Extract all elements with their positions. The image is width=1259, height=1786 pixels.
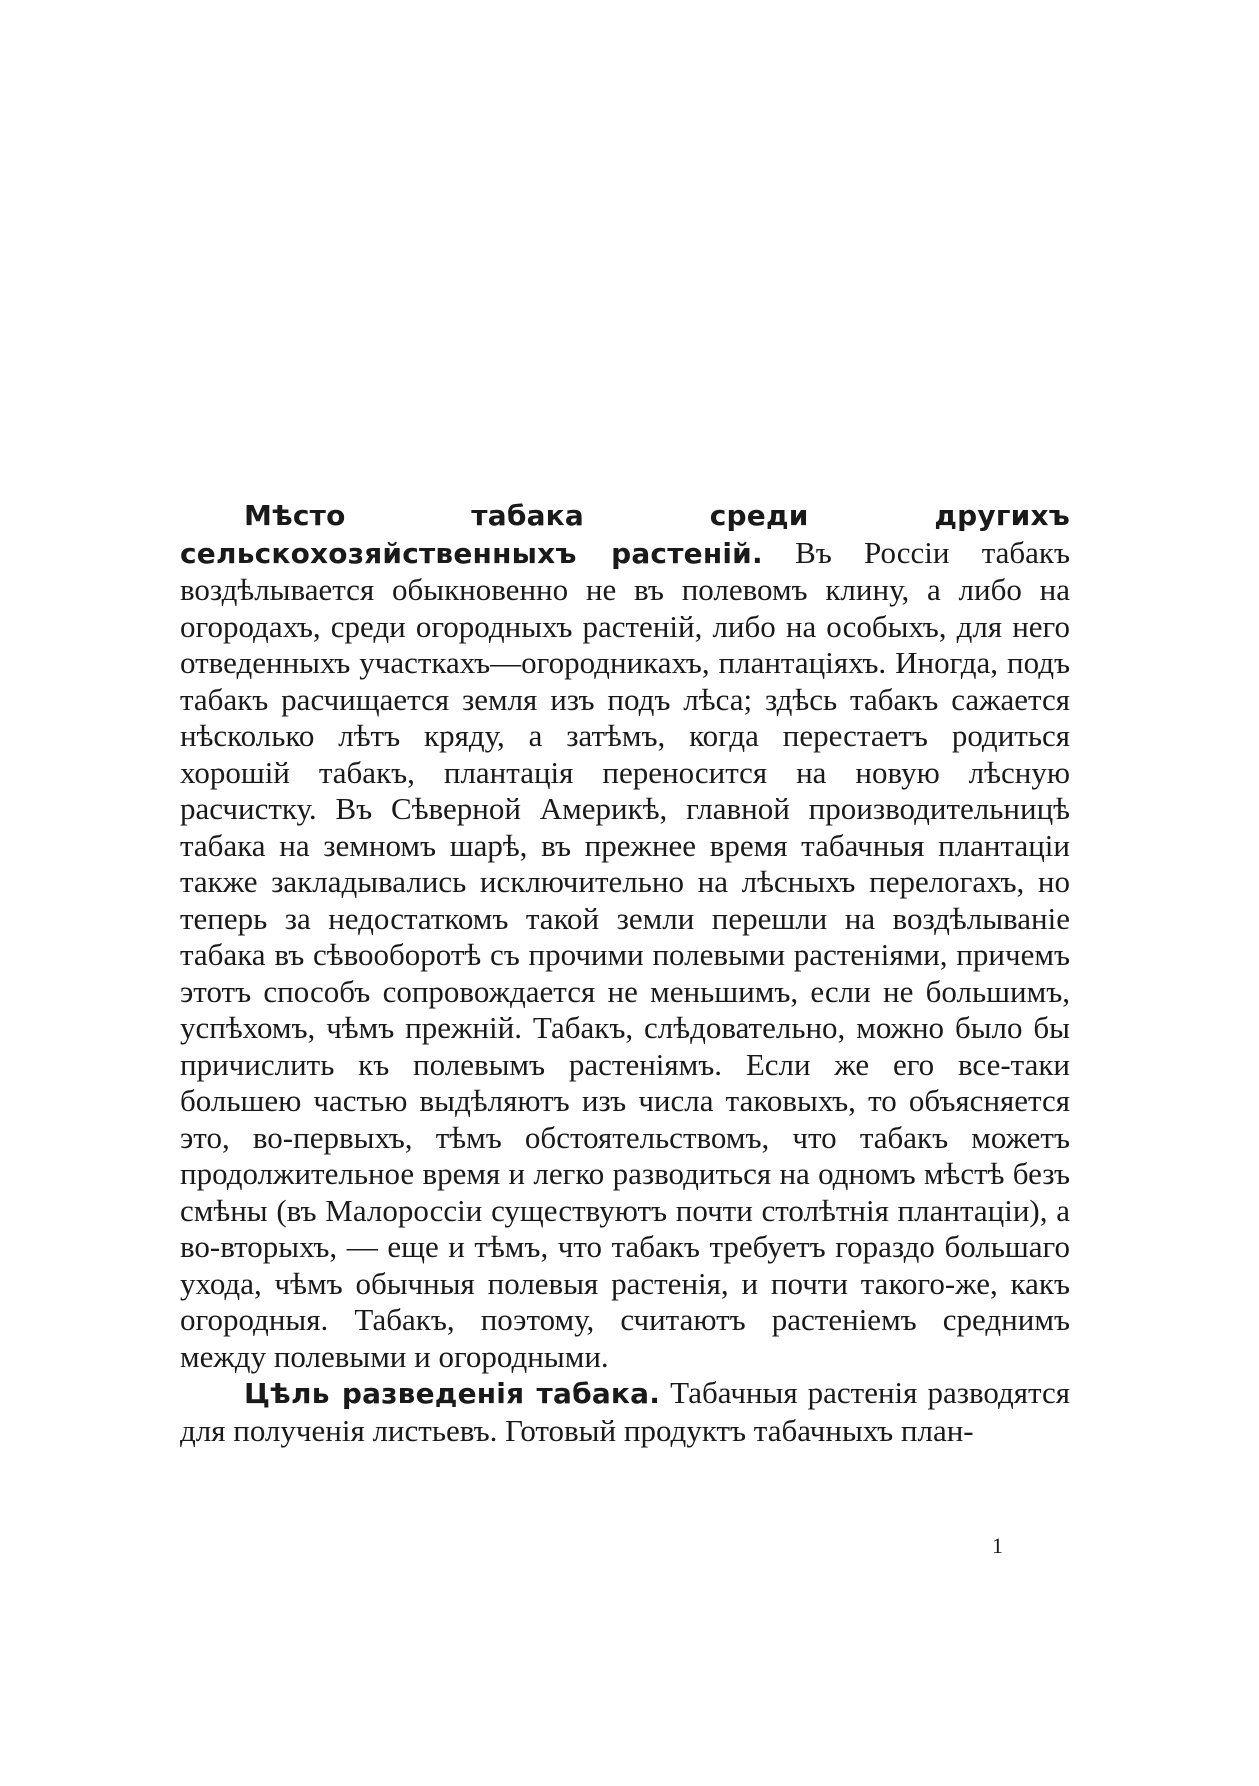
section-heading-tobacco-purpose: Цѣль разведенія табака. [244,1377,661,1410]
paragraph-tobacco-place [180,497,1070,1375]
paragraph-body-tobacco-purpose: Табачныя растенія разводятся для полученія листьевъ. Готовый продуктъ табачныхъ план- [180,1375,1070,1448]
page-text [180,497,1070,1449]
section-heading-tobacco-place: Мѣсто табака среди другихъ сельскохозяйственныхъ растеній. [180,499,1070,570]
page-number: 1 [992,1533,1003,1558]
paragraph-tobacco-purpose [180,1375,1070,1449]
paragraph-body-tobacco-place: Въ Россіи табакъ воздѣлывается обыкновенно не въ полевомъ клину, а либо на огородахъ, среди огородныхъ растеній, либо на особыхъ, для него отведенныхъ участкахъ—огородникахъ, плантаціяхъ. Иногда, подъ табакъ расчищается земля изъ подъ лѣса; здѣсь табакъ сажается нѣсколько лѣтъ кряду, а затѣмъ, когда перестаетъ родиться хорошій табакъ, плантація переносится на новую лѣсную расчистку. Въ Сѣверной Америкѣ, главной производительницѣ табака на земномъ шарѣ, въ прежнее время табачныя плантаціи также закладывались исключительно на лѣсныхъ перелогахъ, но теперь за недостаткомъ такой земли перешли на воздѣлываніе табака въ сѣвооборотѣ съ прочими полевыми растеніями, причемъ этотъ способъ сопровождается не меньшимъ, если не большимъ, успѣхомъ, чѣмъ прежній. Табакъ, слѣдовательно, можно было бы причислить къ полевымъ растеніямъ. Если же его все-таки большею частью выдѣляютъ изъ числа таковыхъ, то объясняется это, во-первыхъ, тѣмъ обстоятельствомъ, что табакъ можетъ продолжительное время и легко разводиться на одномъ мѣстѣ безъ смѣны (въ Малороссіи существуютъ почти столѣтнія плантаціи), а во-вторыхъ, — еще и тѣмъ, что табакъ требуетъ гораздо большаго ухода, чѣмъ обычныя полевыя растенія, и почти такого-же, какъ огородныя. Табакъ, поэтому, считаютъ растеніемъ среднимъ между полевыми и огородными. [180,534,1070,1374]
